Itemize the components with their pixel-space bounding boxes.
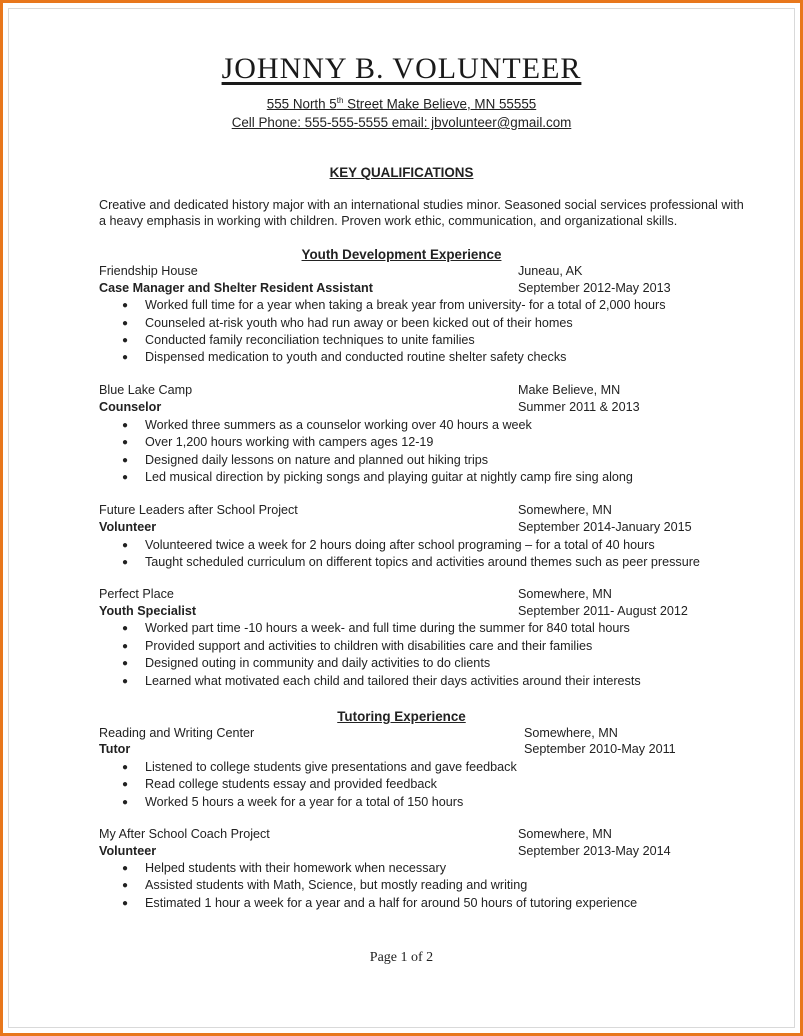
job-location: Juneau, AK	[518, 264, 583, 278]
bullet-icon: ●	[122, 557, 129, 568]
job-location: Somewhere, MN	[518, 587, 612, 601]
bullet-icon: ●	[122, 797, 129, 808]
job-bullet: Over 1,200 hours working with campers ages 12-19	[145, 435, 434, 449]
job-bullet: Listened to college students give presentations and gave feedback	[145, 760, 517, 774]
job-organization: Friendship House	[99, 264, 198, 278]
candidate-name: JOHNNY B. VOLUNTEER	[221, 52, 582, 85]
job-organization: Perfect Place	[99, 587, 174, 601]
bullet-icon: ●	[122, 472, 129, 483]
tutoring-experience-heading: Tutoring Experience	[337, 709, 466, 724]
job-bullet: Conducted family reconciliation techniques to unite families	[145, 333, 475, 347]
bullet-icon: ●	[122, 863, 129, 874]
job-dates: Summer 2011 & 2013	[518, 400, 640, 414]
job-dates: September 2014-January 2015	[518, 520, 692, 534]
job-location: Make Believe, MN	[518, 383, 621, 397]
bullet-icon: ●	[122, 898, 129, 909]
bullet-icon: ●	[122, 641, 129, 652]
bullet-icon: ●	[122, 623, 129, 634]
job-bullet: Volunteered twice a week for 2 hours doing after school programing – for a total of 40 hours	[145, 538, 655, 552]
job-bullet: Taught scheduled curriculum on different topics and activities around themes such as peer pressure	[145, 555, 700, 569]
bullet-icon: ●	[122, 335, 129, 346]
job-bullet: Worked full time for a year when taking a break year from university- for a total of 2,000 hours	[145, 298, 666, 312]
job-organization: Future Leaders after School Project	[99, 503, 298, 517]
job-title: Volunteer	[99, 844, 157, 858]
job-organization: Blue Lake Camp	[99, 383, 193, 397]
address-line: 555 North 5th Street Make Believe, MN 55555	[266, 96, 537, 112]
bullet-icon: ●	[122, 762, 129, 773]
qualifications-text-1: Creative and dedicated history major with an international studies minor. Seasoned social services professional with	[99, 198, 744, 212]
youth-experience-heading: Youth Development Experience	[301, 247, 502, 262]
bullet-icon: ●	[122, 455, 129, 466]
job-location: Somewhere, MN	[518, 827, 612, 841]
qualifications-text-2: a heavy emphasis in working with children. Proven work ethic, communication, and organizational skills.	[99, 214, 678, 228]
job-bullet: Assisted students with Math, Science, but mostly reading and writing	[145, 878, 528, 892]
job-bullet: Designed outing in community and daily activities to do clients	[145, 656, 491, 670]
job-bullet: Read college students essay and provided feedback	[145, 777, 437, 791]
bullet-icon: ●	[122, 676, 129, 687]
bullet-icon: ●	[122, 352, 129, 363]
bullet-icon: ●	[122, 420, 129, 431]
job-dates: September 2013-May 2014	[518, 844, 671, 858]
job-dates: September 2012-May 2013	[518, 281, 671, 295]
job-location: Somewhere, MN	[524, 726, 618, 740]
job-title: Tutor	[99, 742, 131, 756]
bullet-icon: ●	[122, 880, 129, 891]
bullet-icon: ●	[122, 658, 129, 669]
bullet-icon: ●	[122, 437, 129, 448]
job-title: Volunteer	[99, 520, 157, 534]
job-location: Somewhere, MN	[518, 503, 612, 517]
job-bullet: Worked 5 hours a week for a year for a total of 150 hours	[145, 795, 464, 809]
bullet-icon: ●	[122, 300, 129, 311]
job-bullet: Led musical direction by picking songs and playing guitar at nightly camp fire sing along	[145, 470, 633, 484]
job-title: Counselor	[99, 400, 162, 414]
bullet-icon: ●	[122, 779, 129, 790]
bullet-icon: ●	[122, 318, 129, 329]
job-bullet: Provided support and activities to children with disabilities care and their families	[145, 639, 593, 653]
job-bullet: Learned what motivated each child and tailored their days activities around their interests	[145, 674, 641, 688]
job-organization: Reading and Writing Center	[99, 726, 255, 740]
contact-line: Cell Phone: 555-555-5555 email: jbvolunteer@gmail.com	[231, 115, 572, 130]
job-bullet: Counseled at-risk youth who had run away or been kicked out of their homes	[145, 316, 573, 330]
job-bullet: Worked part time -10 hours a week- and full time during the summer for 840 total hours	[145, 621, 630, 635]
bullet-icon: ●	[122, 540, 129, 551]
job-title: Youth Specialist	[99, 604, 197, 618]
job-bullet: Estimated 1 hour a week for a year and a half for around 50 hours of tutoring experience	[145, 896, 638, 910]
qualifications-heading: KEY QUALIFICATIONS	[329, 165, 474, 180]
job-title: Case Manager and Shelter Resident Assistant	[99, 281, 373, 295]
job-dates: September 2010-May 2011	[524, 742, 676, 756]
job-dates: September 2011- August 2012	[518, 604, 688, 618]
job-organization: My After School Coach Project	[99, 827, 270, 841]
job-bullet: Dispensed medication to youth and conducted routine shelter safety checks	[145, 350, 567, 364]
job-bullet: Helped students with their homework when necessary	[145, 861, 447, 875]
job-bullet: Worked three summers as a counselor working over 40 hours a week	[145, 418, 532, 432]
page-number: Page 1 of 2	[369, 950, 434, 965]
job-bullet: Designed daily lessons on nature and planned out hiking trips	[145, 453, 489, 467]
